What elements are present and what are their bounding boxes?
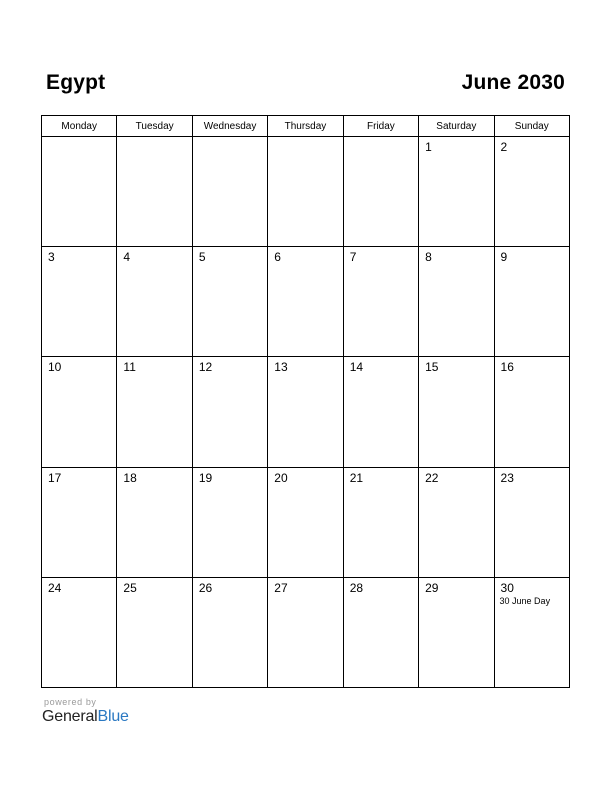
day-number: 11	[123, 360, 136, 375]
day-cell	[343, 577, 418, 687]
day-cell	[268, 467, 343, 577]
day-cell	[343, 247, 418, 357]
weekday-header: Friday	[343, 116, 418, 137]
day-cell	[42, 467, 117, 577]
calendar-grid	[41, 115, 570, 688]
week-row	[42, 467, 570, 577]
day-number: 16	[500, 360, 514, 375]
weekday-header: Saturday	[419, 116, 494, 137]
day-number: 13	[274, 360, 288, 375]
day-cell	[419, 247, 494, 357]
day-cell	[117, 577, 192, 687]
day-number: 17	[48, 470, 62, 485]
day-cell	[42, 577, 117, 687]
weekday-header: Sunday	[494, 116, 569, 137]
brand-name-second: Blue	[97, 708, 129, 725]
day-number: 6	[274, 250, 281, 265]
day-cell	[494, 247, 569, 357]
day-number: 27	[274, 580, 288, 595]
day-number: 10	[48, 360, 62, 375]
day-number: 25	[123, 580, 137, 595]
weekday-header: Thursday	[268, 116, 343, 137]
weekday-header: Monday	[42, 116, 117, 137]
weekday-header: Tuesday	[117, 116, 192, 137]
week-row	[42, 577, 570, 687]
day-number: 30	[500, 580, 514, 595]
day-cell	[343, 467, 418, 577]
day-number: 1	[425, 140, 432, 154]
day-number: 26	[198, 580, 213, 595]
day-number: 3	[48, 250, 55, 265]
day-cell	[192, 577, 267, 687]
day-number: 4	[123, 250, 131, 265]
empty-day-cell	[42, 137, 117, 247]
day-cell	[494, 137, 569, 247]
holiday-label: 30 June Day	[499, 595, 551, 606]
weekday-header: Wednesday	[192, 116, 267, 137]
day-cell	[268, 247, 343, 357]
day-cell	[419, 357, 494, 467]
day-number: 23	[500, 470, 514, 485]
day-cell	[268, 357, 343, 467]
day-cell	[419, 467, 494, 577]
week-row	[42, 247, 570, 357]
day-number: 14	[349, 360, 364, 375]
day-cell	[192, 467, 267, 577]
powered-by-label: powered by	[44, 697, 97, 707]
day-cell	[419, 577, 494, 687]
day-number: 28	[349, 580, 364, 595]
day-cell	[117, 357, 192, 467]
day-number: 15	[425, 360, 439, 375]
day-cell	[419, 137, 494, 247]
week-row	[42, 357, 570, 467]
day-number: 5	[198, 250, 206, 265]
country-title: Egypt	[46, 71, 106, 94]
day-number: 18	[123, 470, 137, 485]
empty-day-cell	[117, 137, 192, 247]
day-number: 24	[48, 580, 62, 595]
empty-day-cell	[268, 137, 343, 247]
month-year-title: June 2030	[461, 71, 565, 94]
day-number: 7	[349, 250, 357, 265]
empty-day-cell	[192, 137, 267, 247]
day-number: 22	[425, 470, 439, 485]
day-cell	[42, 357, 117, 467]
day-cell	[42, 247, 117, 357]
day-number: 29	[425, 580, 439, 595]
week-row	[42, 137, 570, 247]
day-number: 12	[198, 360, 213, 375]
weekday-header-row	[42, 116, 570, 137]
day-cell	[494, 467, 569, 577]
empty-day-cell	[343, 137, 418, 247]
brand-name-first: General	[42, 708, 98, 725]
day-number: 21	[349, 470, 364, 485]
day-cell	[494, 357, 569, 467]
day-cell	[192, 357, 267, 467]
day-number: 8	[425, 250, 432, 265]
day-number: 20	[274, 470, 288, 485]
day-number: 9	[500, 250, 508, 265]
day-cell	[117, 247, 192, 357]
day-cell	[268, 577, 343, 687]
day-cell	[192, 247, 267, 357]
day-cell	[343, 357, 418, 467]
day-cell	[494, 577, 569, 687]
generalblue-logo	[42, 708, 129, 726]
day-number: 19	[198, 470, 213, 485]
day-cell	[117, 467, 192, 577]
day-number: 2	[500, 140, 508, 154]
